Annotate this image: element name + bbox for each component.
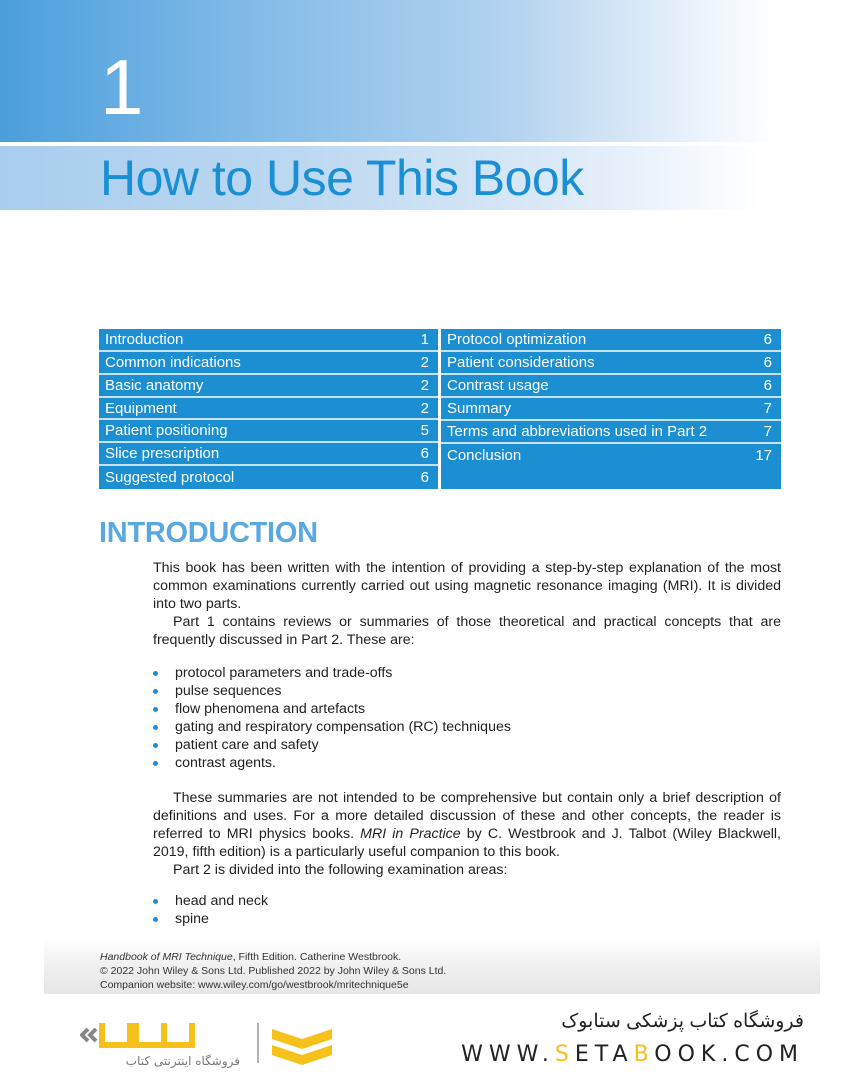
bullet-icon (153, 707, 158, 712)
paragraph-text: by C. Westbrook and J. Talbot (Wiley Blackwell, 2019, fifth edition) is a particularly useful companion to this book. (153, 826, 781, 860)
toc-page: 17 (755, 447, 772, 464)
toc-label: Terms and abbreviations used in Part 2 (447, 423, 708, 440)
list-item-text: head and neck (175, 893, 269, 909)
toc-row[interactable] (99, 420, 438, 443)
list-item-text: patient care and safety (175, 737, 319, 753)
url-part: B (633, 1042, 655, 1067)
exam-areas-list (153, 892, 268, 928)
toc-label: Equipment (105, 399, 177, 417)
toc-label: Patient considerations (447, 354, 595, 371)
setabook-logo (80, 1015, 340, 1070)
toc-row[interactable] (441, 444, 781, 467)
shop-name: فروشگاه کتاب پزشکی ستابوک (561, 1011, 804, 1032)
url-part: WWW. (461, 1042, 555, 1067)
toc-row[interactable] (99, 329, 438, 352)
chapter-contents-table (99, 329, 781, 489)
intro-paragraph-2: Part 1 contains reviews or summaries of those theoretical and practical concepts that are frequently discussed in Part 2. These are: (153, 614, 781, 648)
toc-row[interactable] (99, 352, 438, 375)
list-item (153, 664, 511, 682)
toc-row[interactable] (441, 398, 781, 421)
bullet-icon (153, 689, 158, 694)
concepts-list (153, 664, 511, 772)
url-part: OOK.COM (654, 1042, 804, 1067)
list-item (153, 682, 511, 700)
toc-page: 7 (763, 423, 772, 440)
toc-row[interactable] (99, 398, 438, 421)
paragraph-text: These summaries are not intended to be comprehensive but contain only a brief description of definitions and uses. For a more detailed discussion of these and other concepts, the reader is referred to MRI physics books. (153, 790, 781, 842)
toc-label: Contrast usage (447, 377, 549, 394)
list-item-text: gating and respiratory compensation (RC) techniques (175, 719, 511, 735)
chapter-number: 1 (100, 43, 144, 131)
toc-page: 2 (420, 353, 429, 371)
toc-label: Conclusion (447, 447, 522, 464)
list-item-text: protocol parameters and trade-offs (175, 665, 393, 681)
footer-citation (100, 950, 446, 992)
toc-label: Patient positioning (105, 422, 228, 440)
list-item (153, 892, 268, 910)
toc-row[interactable] (441, 329, 781, 352)
footer-book-title: Handbook of MRI Technique (100, 951, 233, 963)
url-part: ETA (574, 1042, 634, 1067)
toc-page: 1 (420, 330, 429, 348)
section-heading: INTRODUCTION (99, 517, 318, 549)
toc-label: Introduction (105, 330, 184, 348)
toc-column-left (99, 329, 438, 489)
list-item-text: pulse sequences (175, 683, 282, 699)
toc-label: Summary (447, 400, 512, 417)
intro-paragraph-1: This book has been written with the intention of providing a step-by-step explanation of the most common examinations currently carried out using magnetic resonance imaging (MRI). It is divided into two parts. (153, 560, 781, 612)
intro-paragraph-3 (153, 789, 781, 861)
toc-column-right (441, 329, 781, 489)
toc-page: 6 (763, 331, 772, 348)
toc-row[interactable] (99, 375, 438, 398)
bullet-icon (153, 743, 158, 748)
toc-row[interactable] (441, 421, 781, 444)
list-item (153, 910, 268, 928)
bullet-icon (153, 917, 158, 922)
toc-page: 2 (420, 399, 429, 417)
url-part: S (554, 1042, 575, 1067)
toc-row[interactable] (99, 443, 438, 466)
list-item (153, 754, 511, 772)
list-item-text: contrast agents. (175, 755, 276, 771)
toc-page: 6 (763, 354, 772, 371)
chapter-title: How to Use This Book (100, 150, 584, 206)
book-reference: MRI in Practice (360, 826, 461, 842)
shop-url[interactable] (461, 1042, 804, 1067)
toc-page: 6 (420, 445, 429, 463)
footer-companion-website[interactable]: Companion website: www.wiley.com/go/westbrook/mritechnique5e (100, 979, 409, 991)
toc-page: 6 (420, 469, 429, 487)
footer-edition: , Fifth Edition. Catherine Westbrook. (232, 951, 402, 963)
list-item-text: flow phenomena and artefacts (175, 701, 366, 717)
list-item (153, 700, 511, 718)
toc-page: 5 (420, 422, 429, 440)
svg-text:فروشگاه اینترنتی کتاب: فروشگاه اینترنتی کتاب (125, 1054, 240, 1068)
toc-page: 7 (763, 400, 772, 417)
toc-label: Basic anatomy (105, 376, 204, 394)
toc-label: Common indications (105, 353, 241, 371)
setabook-logo-icon (80, 1015, 340, 1070)
toc-label: Slice prescription (105, 445, 220, 463)
intro-paragraph-4: Part 2 is divided into the following examination areas: (173, 862, 508, 878)
toc-page: 6 (763, 377, 772, 394)
bullet-icon (153, 761, 158, 766)
toc-row[interactable] (441, 352, 781, 375)
list-item (153, 736, 511, 754)
bullet-icon (153, 725, 158, 730)
toc-page: 2 (420, 376, 429, 394)
list-item-text: spine (175, 911, 209, 927)
toc-row[interactable] (99, 466, 438, 489)
bullet-icon (153, 671, 158, 676)
list-item (153, 718, 511, 736)
footer-copyright: © 2022 John Wiley & Sons Ltd. Published 2022 by John Wiley & Sons Ltd. (100, 965, 447, 977)
bullet-icon (153, 899, 158, 904)
toc-label: Suggested protocol (105, 469, 235, 487)
toc-row[interactable] (441, 375, 781, 398)
toc-label: Protocol optimization (447, 331, 587, 348)
